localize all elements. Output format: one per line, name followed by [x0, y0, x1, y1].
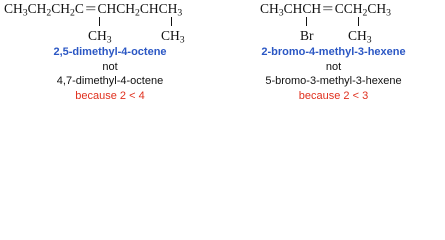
double-bond: =: [85, 1, 97, 16]
structural-formula: [4, 1, 183, 19]
formula-part-2: $CHCH_2CHCH_3$: [97, 1, 183, 19]
not-label: not: [102, 61, 118, 73]
substituent-2: $CH_3$: [348, 28, 372, 46]
incorrect-name: 5-bromo-3-methyl-3-hexene: [265, 75, 402, 87]
structural-formula: [260, 1, 392, 19]
incorrect-name: 4,7-dimethyl-4-octene: [56, 75, 164, 87]
formula-part-2: $CCH_2CH_3$: [334, 1, 392, 19]
reason-text: because 2 < 4: [75, 90, 145, 102]
substituent-bond-2: [358, 17, 359, 26]
double-bond: =: [322, 1, 334, 16]
example-left: [0, 0, 220, 110]
substituent-bond-1: [99, 17, 100, 26]
substituent-1: Br: [300, 28, 314, 43]
substituent-2: $CH_3$: [161, 28, 185, 46]
correct-name: 2,5-dimethyl-4-octene: [53, 46, 167, 58]
substituent-bond-2: [171, 17, 172, 26]
formula-part-1: $CH_3CH_2CH_2C$: [4, 1, 84, 19]
not-label: not: [325, 61, 342, 73]
formula-part-1: $CH_3CHCH$: [260, 1, 322, 19]
substituent-bond-1: [306, 17, 307, 26]
substituent-1: $CH_3$: [88, 28, 112, 46]
example-right: [222, 0, 445, 110]
correct-name: 2-bromo-4-methyl-3-hexene: [261, 46, 406, 58]
reason-text: because 2 < 3: [298, 90, 369, 102]
